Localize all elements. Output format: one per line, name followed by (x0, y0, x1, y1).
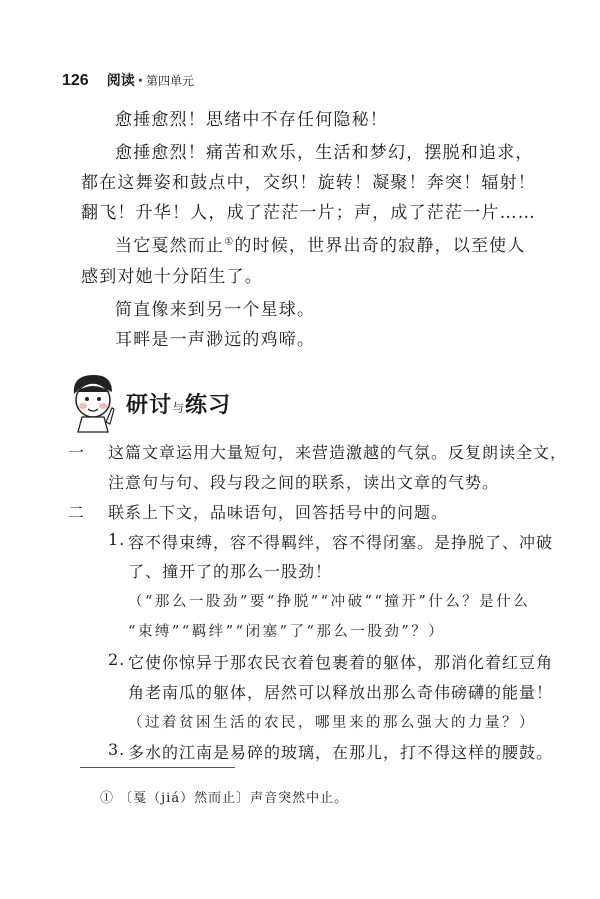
sub-item-line: 角老南瓜的躯体，居然可以释放出那么奇伟磅礴的能量！ (128, 683, 554, 702)
sub-item-number: 3. (108, 740, 126, 759)
header-separator: · (137, 73, 144, 89)
body-line: 简直像来到另一个星球。 (115, 300, 316, 320)
body-text: 的时候，世界出奇的寂静，以至使人 (234, 236, 526, 256)
sub-item-line: 它使你惊异于那农民衣着包裹着的躯体，那消化着红豆角 (128, 653, 554, 672)
page-number: 126 (62, 72, 89, 89)
hint-line: （“那么一股劲”要“挣脱”“冲破”“撞开”什么？是什么 (128, 594, 531, 610)
section-name: 阅读 (106, 73, 135, 89)
exercise-number: 一 (68, 443, 86, 462)
exercise-line: 联系上下文，品味语句，回答括号中的问题。 (108, 503, 449, 522)
title-part: 研讨 (126, 392, 173, 418)
body-line: 感到对她十分陌生了。 (81, 267, 263, 287)
exercise-heading (68, 372, 231, 434)
body-text: 当它戛然而止 (115, 236, 225, 256)
sub-item-line: 容不得束缚，容不得羁绊，容不得闭塞。是挣脱了、冲破 (128, 533, 554, 552)
body-line: 愈捶愈烈！思绪中不存任何隐秘！ (115, 110, 388, 130)
footnote (100, 787, 348, 806)
exercise-title (126, 388, 231, 419)
sub-item-line: 多水的江南是易碎的玻璃，在那儿，打不得这样的腰鼓。 (128, 743, 554, 762)
body-line (115, 231, 526, 256)
thinking-boy-icon (68, 372, 118, 434)
body-line: 都在这舞姿和鼓点中，交织！旋转！凝聚！奔突！辐射！ (81, 173, 536, 193)
sub-item-line: 了、撞开了的那么一股劲！ (128, 562, 333, 581)
footnote-divider (80, 767, 235, 768)
sub-item-number: 1. (108, 530, 126, 549)
footnote-mark: ① (100, 791, 115, 806)
footnote-reference: ① (224, 236, 235, 248)
body-line: 耳畔是一声渺远的鸡啼。 (115, 330, 316, 350)
title-part: 练习 (185, 392, 232, 418)
hint-line: （过着贫困生活的农民，哪里来的那么强大的力量？） (128, 715, 536, 731)
exercise-line: 注意句与句、段与段之间的联系，读出文章的气势。 (108, 473, 500, 492)
body-line: 愈捶愈烈！痛苦和欢乐，生活和梦幻，摆脱和追求， (115, 143, 534, 163)
exercise-number: 二 (68, 503, 86, 522)
title-connector: 与 (172, 400, 186, 415)
hint-line: “束缚”“羁绊”“闭塞”了“那么一股劲”？） (128, 624, 446, 640)
page-header (62, 70, 194, 90)
sub-item-number: 2. (108, 650, 126, 669)
footnote-text: 〔戛（jiá）然而止〕声音突然中止。 (119, 791, 349, 806)
unit-name: 第四单元 (146, 74, 195, 88)
body-line: 翻飞！升华！人，成了茫茫一片；声，成了茫茫一片…… (81, 203, 536, 223)
exercise-line: 这篇文章运用大量短句，来营造激越的气氛。反复朗读全文， (108, 443, 568, 462)
